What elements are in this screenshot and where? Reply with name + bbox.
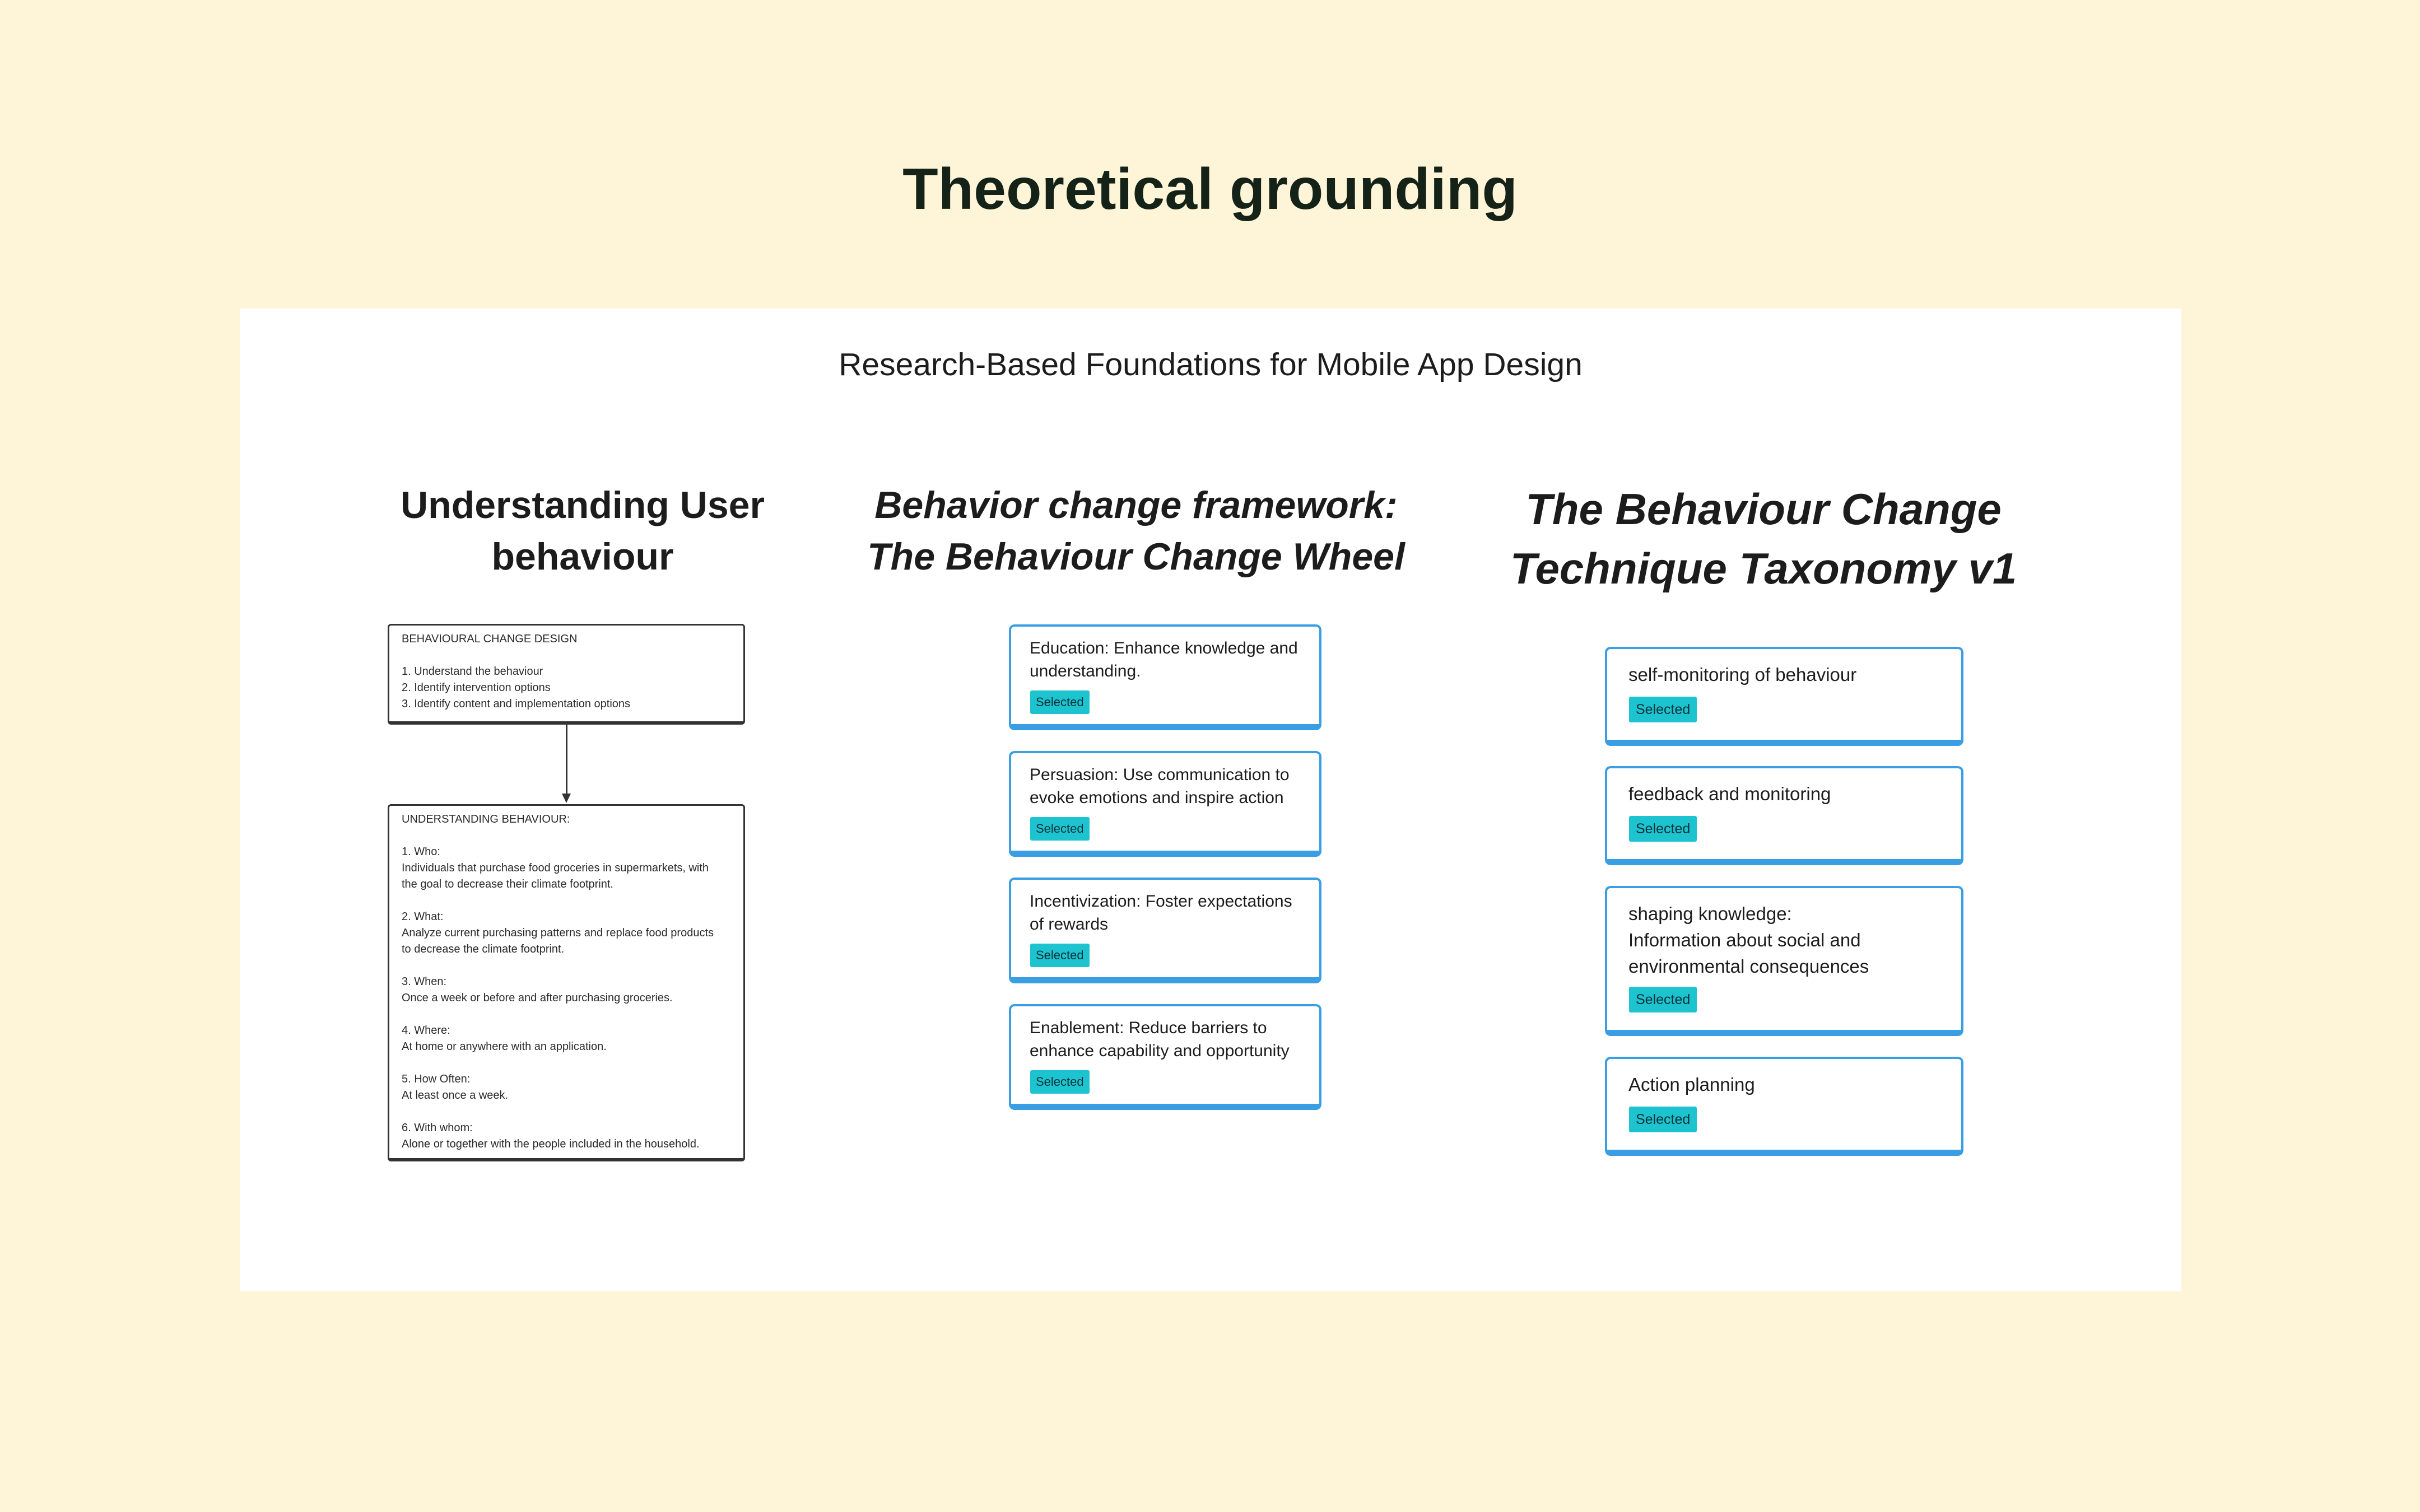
column-title-line: The Behaviour Change Wheel: [867, 535, 1405, 578]
box-line: At home or anywhere with an application.: [402, 1040, 607, 1053]
selected-badge: Selected: [1629, 987, 1697, 1012]
card-text-line: Action planning: [1628, 1074, 1755, 1095]
card-text-line: self-monitoring of behaviour: [1628, 664, 1857, 685]
selected-badge: Selected: [1030, 1070, 1090, 1094]
box-line: 6. With whom:: [402, 1122, 473, 1134]
box-line: the goal to decrease their climate footprint.: [402, 878, 613, 890]
box-line: BEHAVIOURAL CHANGE DESIGN: [402, 633, 578, 645]
selected-badge: Selected: [1629, 697, 1697, 722]
panel-subtitle: Research-Based Foundations for Mobile App Design: [839, 347, 1583, 382]
column-title-line: Behavior change framework:: [874, 484, 1398, 526]
understanding-behaviour-box[interactable]: [388, 804, 745, 1161]
column-title-line: Understanding User: [401, 484, 765, 526]
box-line: 1. Understand the behaviour: [402, 665, 543, 678]
column-title-line: The Behaviour Change: [1525, 484, 2002, 534]
arrow-down-icon: [562, 794, 571, 803]
box-line: [402, 1006, 731, 1023]
wheel-card-incentivization[interactable]: [1009, 878, 1321, 983]
content-panel: [240, 309, 2181, 1291]
box-line: to decrease the climate footprint.: [402, 943, 565, 955]
card-text: [1628, 1071, 1953, 1098]
taxonomy-card-feedback[interactable]: [1605, 766, 1963, 865]
box-line: Individuals that purchase food groceries in supermarkets, with: [402, 862, 709, 874]
wheel-card-persuasion[interactable]: [1009, 751, 1321, 857]
box-line: 4. Where:: [402, 1024, 450, 1037]
taxonomy-card-shaping-knowledge[interactable]: [1605, 886, 1963, 1036]
card-text: [1628, 661, 1953, 688]
box-line: UNDERSTANDING BEHAVIOUR:: [402, 813, 570, 825]
card-text: [1628, 900, 1953, 979]
card-text-line: feedback and monitoring: [1628, 783, 1831, 804]
card-text: Enablement: Reduce barriers to enhance capability and opportunity: [1030, 1019, 1290, 1060]
behavioural-change-design-box[interactable]: [388, 624, 745, 725]
box-line: Analyze current purchasing patterns and replace food products: [402, 927, 714, 939]
box-line: 1. Who:: [402, 846, 440, 858]
box-line: Once a week or before and after purchasing groceries.: [402, 992, 673, 1004]
wheel-card-education[interactable]: [1009, 624, 1321, 730]
column-title-wheel: [856, 479, 1416, 582]
selected-badge: Selected: [1030, 690, 1090, 714]
box-line: Alone or together with the people included in the household.: [402, 1138, 700, 1150]
box-line: [402, 828, 731, 844]
card-text: Incentivization: Foster expectations of rewards: [1030, 892, 1292, 934]
card-text-line: shaping knowledge:: [1628, 903, 1792, 924]
box-line: 2. What:: [402, 911, 444, 923]
box-line: 2. Identify intervention options: [402, 682, 551, 694]
selected-badge: Selected: [1030, 944, 1090, 967]
taxonomy-card-action-planning[interactable]: [1605, 1057, 1963, 1156]
selected-badge: Selected: [1030, 817, 1090, 841]
selected-badge: Selected: [1629, 816, 1697, 842]
column-title-taxonomy: [1455, 479, 2072, 598]
page-title: Theoretical grounding: [902, 157, 1518, 222]
box-line: 3. Identify content and implementation options: [402, 698, 631, 710]
card-text-line: Information about social and: [1628, 930, 1861, 950]
selected-badge: Selected: [1629, 1107, 1697, 1132]
box-line: 3. When:: [402, 976, 447, 988]
box-line: [402, 893, 731, 909]
box-line: [402, 1055, 731, 1071]
card-text: Persuasion: Use communication to evoke emotions and inspire action: [1030, 766, 1290, 807]
box-line: 5. How Often:: [402, 1073, 471, 1085]
card-text-line: environmental consequences: [1628, 956, 1869, 977]
wheel-card-enablement[interactable]: [1009, 1004, 1321, 1110]
connector-line: [566, 725, 567, 796]
box-line: [402, 1104, 731, 1120]
card-text: [1628, 781, 1953, 807]
column-title-line: Technique Taxonomy v1: [1510, 544, 2017, 593]
box-line: At least once a week.: [402, 1089, 509, 1102]
column-title-understanding: [359, 479, 807, 582]
box-line: [402, 647, 731, 664]
box-line: [402, 958, 731, 974]
taxonomy-card-self-monitoring[interactable]: [1605, 647, 1963, 746]
card-text: Education: Enhance knowledge and understanding.: [1030, 639, 1298, 680]
column-title-line: behaviour: [491, 535, 674, 578]
